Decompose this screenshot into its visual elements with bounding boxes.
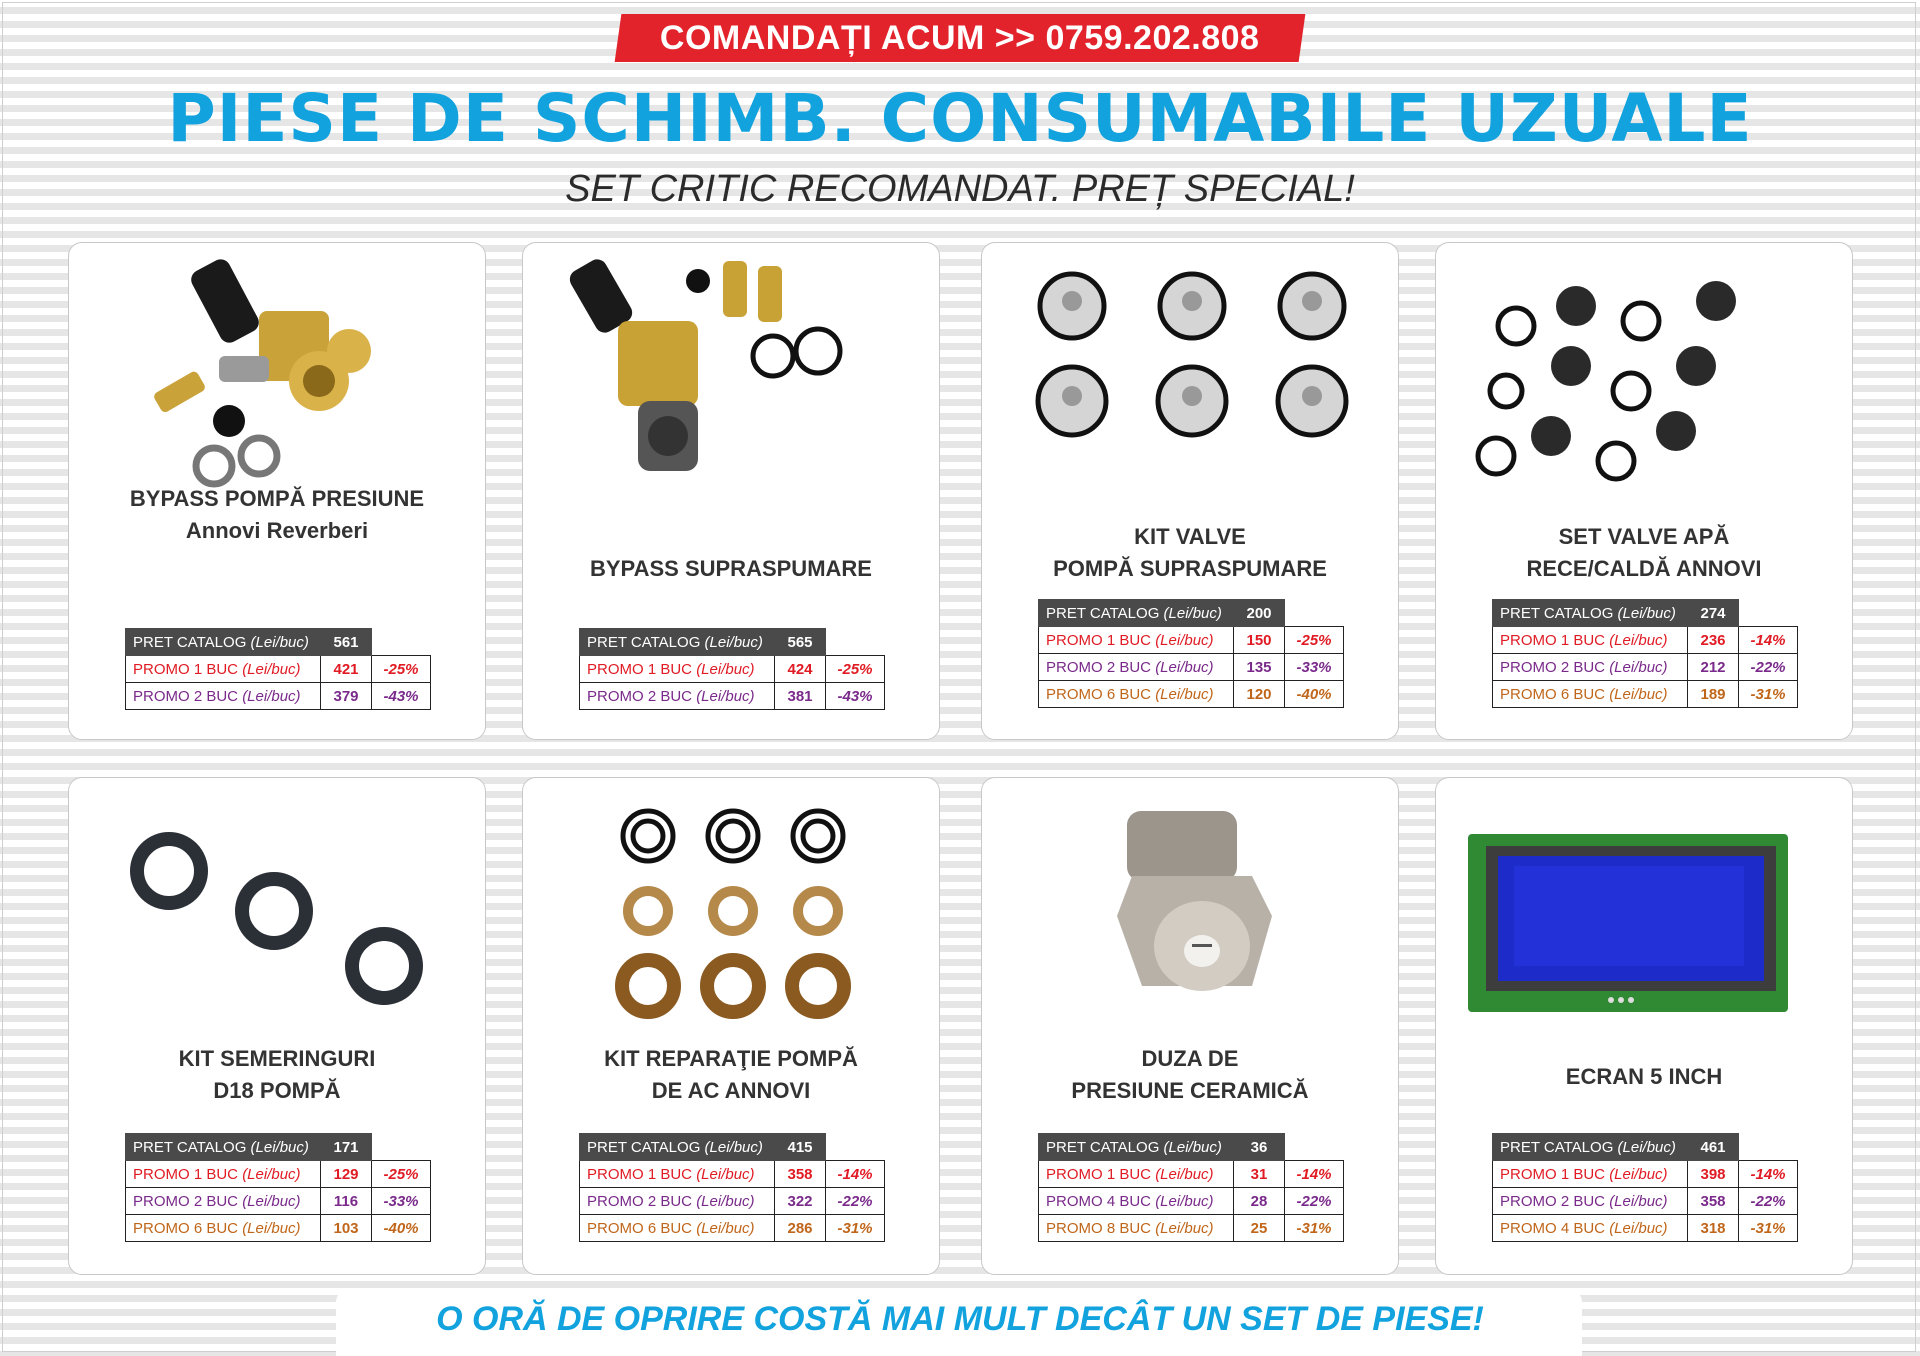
promo-discount: -14% [826,1161,885,1188]
empty-cell [1285,1134,1344,1161]
promo-label: PROMO 2 BUC (Lei/buc) [126,683,321,710]
promo-row [1493,1215,1798,1242]
promo-label: PROMO 6 BUC (Lei/buc) [580,1215,775,1242]
empty-cell [372,629,431,656]
product-card-bypass-supraspumare[interactable] [522,242,940,740]
catalog-label: PRET CATALOG (Lei/buc) [1039,600,1234,627]
price-table [1038,1133,1344,1242]
catalog-row [126,1134,431,1161]
promo-label: PROMO 1 BUC (Lei/buc) [1493,1161,1688,1188]
catalog-price: 565 [775,629,826,656]
promo-label: PROMO 1 BUC (Lei/buc) [1039,627,1234,654]
promo-row [1493,627,1798,654]
catalog-label: PRET CATALOG (Lei/buc) [1493,1134,1688,1161]
promo-label: PROMO 4 BUC (Lei/buc) [1493,1215,1688,1242]
promo-price: 150 [1234,627,1285,654]
product-card-set-valve-apa[interactable] [1435,242,1853,740]
promo-row [126,1188,431,1215]
promo-price: 398 [1688,1161,1739,1188]
price-table [125,628,431,710]
promo-discount: -25% [372,656,431,683]
promo-price: 116 [321,1188,372,1215]
promo-discount: -40% [1285,681,1344,708]
promo-label: PROMO 1 BUC (Lei/buc) [126,1161,321,1188]
order-banner[interactable] [615,14,1306,62]
promo-price: 135 [1234,654,1285,681]
price-table [579,1133,885,1242]
ceramic-nozzle-photo [1012,786,1370,1026]
promo-discount: -40% [372,1215,431,1242]
promo-row [126,656,431,683]
catalog-label: PRET CATALOG (Lei/buc) [1493,600,1688,627]
promo-label: PROMO 6 BUC (Lei/buc) [1039,681,1234,708]
promo-row [1493,1188,1798,1215]
promo-discount: -43% [826,683,885,710]
promo-row [126,1215,431,1242]
product-card-duza[interactable] [981,777,1399,1275]
product-card-ecran[interactable] [1435,777,1853,1275]
promo-label: PROMO 2 BUC (Lei/buc) [580,683,775,710]
promo-row [580,683,885,710]
price-table [1492,599,1798,708]
promo-price: 424 [775,656,826,683]
page-title: PIESE DE SCHIMB. CONSUMABILE UZUALE [167,80,1753,157]
product-name-line1: KIT SEMERINGURI [178,1046,376,1071]
catalog-row [1039,600,1344,627]
catalog-label: PRET CATALOG (Lei/buc) [1039,1134,1234,1161]
promo-row [580,1161,885,1188]
catalog-price: 461 [1688,1134,1739,1161]
promo-label: PROMO 1 BUC (Lei/buc) [580,1161,775,1188]
product-card-kit-semeringuri[interactable] [68,777,486,1275]
catalog-price: 274 [1688,600,1739,627]
product-card-bypass-pompa[interactable] [68,242,486,740]
promo-price: 381 [775,683,826,710]
promo-row [1039,1161,1344,1188]
promo-row [1039,681,1344,708]
catalog-label: PRET CATALOG (Lei/buc) [580,1134,775,1161]
pump-repair-kit-photo [553,786,911,1026]
catalog-price: 171 [321,1134,372,1161]
catalog-label: PRET CATALOG (Lei/buc) [580,629,775,656]
catalog-price: 561 [321,629,372,656]
empty-cell [1739,1134,1798,1161]
product-name-line1: ECRAN 5 INCH [1565,1064,1723,1089]
promo-price: 286 [775,1215,826,1242]
price-table [1038,599,1344,708]
promo-discount: -43% [372,683,431,710]
catalog-row [1493,600,1798,627]
promo-price: 120 [1234,681,1285,708]
promo-label: PROMO 6 BUC (Lei/buc) [1493,681,1688,708]
promo-row [1493,681,1798,708]
empty-cell [826,629,885,656]
catalog-row [580,629,885,656]
promo-discount: -22% [826,1188,885,1215]
promo-price: 236 [1688,627,1739,654]
promo-label: PROMO 4 BUC (Lei/buc) [1039,1188,1234,1215]
order-banner-text: COMANDAȚI ACUM >> 0759.202.808 [660,18,1260,57]
water-valve-set-photo [1466,251,1824,491]
promo-row [1039,654,1344,681]
catalog-row [1039,1134,1344,1161]
product-name-line1: SET VALVE APĂ [1558,524,1730,549]
promo-price: 189 [1688,681,1739,708]
catalog-price: 415 [775,1134,826,1161]
promo-label: PROMO 1 BUC (Lei/buc) [1039,1161,1234,1188]
product-name-line2: POMPĂ SUPRASPUMARE [1053,556,1327,581]
promo-label: PROMO 1 BUC (Lei/buc) [1493,627,1688,654]
promo-discount: -25% [372,1161,431,1188]
promo-row [126,683,431,710]
product-name-line2: D18 POMPĂ [213,1078,341,1103]
promo-label: PROMO 2 BUC (Lei/buc) [1039,654,1234,681]
promo-discount: -14% [1739,627,1798,654]
promo-label: PROMO 2 BUC (Lei/buc) [1493,1188,1688,1215]
footer-slogan: O ORĂ DE OPRIRE COSTĂ MAI MULT DECÂT UN SET DE PIESE! [436,1300,1484,1338]
product-name-line1: KIT VALVE [1134,524,1246,549]
promo-price: 212 [1688,654,1739,681]
product-name-line1: BYPASS POMPĂ PRESIUNE [129,486,425,511]
page-subtitle: SET CRITIC RECOMANDAT. PREȚ SPECIAL! [565,168,1355,210]
promo-row [1039,627,1344,654]
promo-discount: -14% [1739,1161,1798,1188]
product-card-kit-valve[interactable] [981,242,1399,740]
promo-row [580,656,885,683]
promo-price: 358 [775,1161,826,1188]
promo-label: PROMO 1 BUC (Lei/buc) [580,656,775,683]
promo-discount: -25% [826,656,885,683]
promo-price: 358 [1688,1188,1739,1215]
empty-cell [826,1134,885,1161]
promo-discount: -31% [1739,681,1798,708]
promo-row [126,1161,431,1188]
catalog-price: 36 [1234,1134,1285,1161]
product-name-line1: BYPASS SUPRASPUMARE [590,556,872,581]
promo-discount: -14% [1285,1161,1344,1188]
catalog-label: PRET CATALOG (Lei/buc) [126,1134,321,1161]
promo-discount: -33% [1285,654,1344,681]
promo-row [580,1215,885,1242]
promo-label: PROMO 2 BUC (Lei/buc) [1493,654,1688,681]
empty-cell [372,1134,431,1161]
promo-price: 28 [1234,1188,1285,1215]
price-table [579,628,885,710]
empty-cell [1739,600,1798,627]
promo-label: PROMO 2 BUC (Lei/buc) [580,1188,775,1215]
valve-kit-photo [1012,251,1370,491]
product-name-line1: KIT REPARAŢIE POMPĂ [604,1046,858,1071]
promo-discount: -22% [1739,1188,1798,1215]
promo-row [1493,654,1798,681]
promo-row [1493,1161,1798,1188]
promo-price: 103 [321,1215,372,1242]
promo-price: 322 [775,1188,826,1215]
promo-label: PROMO 1 BUC (Lei/buc) [126,656,321,683]
promo-price: 318 [1688,1215,1739,1242]
product-name-line1: DUZA DE [1141,1046,1239,1071]
promo-price: 25 [1234,1215,1285,1242]
promo-label: PROMO 8 BUC (Lei/buc) [1039,1215,1234,1242]
promo-discount: -22% [1739,654,1798,681]
promo-price: 31 [1234,1161,1285,1188]
price-table [1492,1133,1798,1242]
promo-row [1039,1188,1344,1215]
promo-discount: -31% [1285,1215,1344,1242]
price-table [125,1133,431,1242]
bypass-valve-photo [99,251,457,491]
promo-discount: -31% [1739,1215,1798,1242]
product-name-line2: Annovi Reverberi [185,518,369,543]
seal-kit-photo [99,786,457,1026]
empty-cell [1285,600,1344,627]
product-name-line2: PRESIUNE CERAMICĂ [1071,1078,1309,1103]
promo-row [1039,1215,1344,1242]
promo-price: 129 [321,1161,372,1188]
product-card-kit-reparatie[interactable] [522,777,940,1275]
catalog-row [580,1134,885,1161]
catalog-row [1493,1134,1798,1161]
promo-label: PROMO 6 BUC (Lei/buc) [126,1215,321,1242]
bypass-foam-valve-photo [553,251,911,491]
product-name-line2: RECE/CALDĂ ANNOVI [1526,556,1762,581]
catalog-row [126,629,431,656]
product-name-line2: DE AC ANNOVI [651,1078,811,1103]
promo-discount: -31% [826,1215,885,1242]
catalog-price: 200 [1234,600,1285,627]
promo-discount: -25% [1285,627,1344,654]
promo-discount: -22% [1285,1188,1344,1215]
promo-row [580,1188,885,1215]
promo-label: PROMO 2 BUC (Lei/buc) [126,1188,321,1215]
catalog-label: PRET CATALOG (Lei/buc) [126,629,321,656]
promo-price: 421 [321,656,372,683]
promo-price: 379 [321,683,372,710]
lcd-screen-photo [1466,786,1824,1026]
promo-discount: -33% [372,1188,431,1215]
